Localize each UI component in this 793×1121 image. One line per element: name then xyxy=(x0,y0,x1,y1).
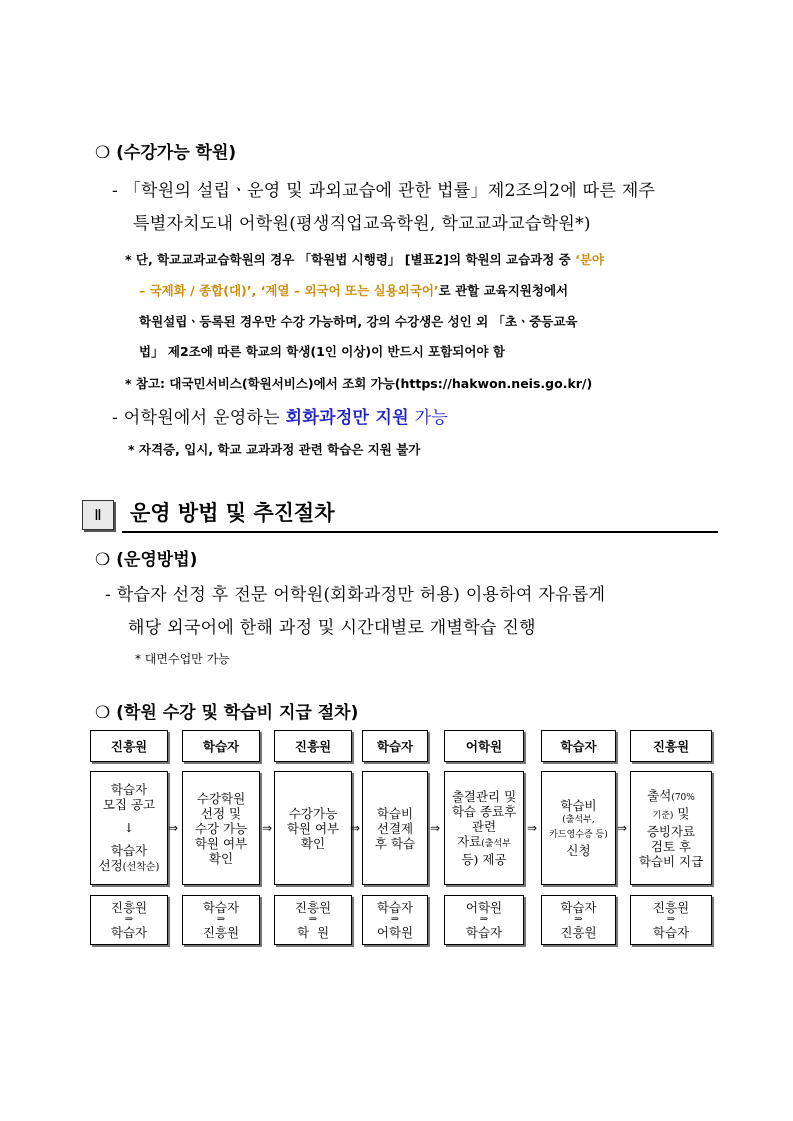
flow-arrow-4: ⇒ xyxy=(430,821,441,835)
flow-arrow-3: ⇒ xyxy=(350,821,361,835)
section1-note6: * 자격증, 입시, 학교 교과과정 관련 학습은 지원 불가 xyxy=(128,442,421,457)
flow-arrow-5: ⇒ xyxy=(527,821,538,835)
flow-arrow-1: ⇒ xyxy=(168,821,179,835)
flow-body-6: 학습비 (출석부, 카드영수증 등) 신청 xyxy=(541,771,616,885)
section1-note1: * 단, 학교교과교습학원의 경우 「학원법 시행령」 [별표2]의 학원의 교습과정 중 ‘분야 xyxy=(125,252,605,267)
flow-direction-6: 학습자 ⇒ 진흥원 xyxy=(541,895,616,945)
flow-body-1: 학습자 모집 공고 ↓ 학습자 선정(선착순) xyxy=(90,771,168,885)
section2-note: * 대면수업만 가능 xyxy=(135,652,230,666)
flow-arrow-6: ⇒ xyxy=(617,821,628,835)
section1-note5: * 참고: 대국민서비스(학원서비스)에서 조회 가능(https://hakwon.neis.go.kr/) xyxy=(125,376,593,391)
section3-heading: ❍ (학원 수강 및 학습비 지급 절차) xyxy=(95,703,359,723)
flow-direction-3: 진흥원 ⇒ 학 원 xyxy=(274,895,352,945)
flow-direction-1: 진흥원 ⇒ 학습자 xyxy=(90,895,168,945)
section1-line1: - 「학원의 설립ㆍ운영 및 과외교습에 관한 법률」제2조의2에 따른 제주 xyxy=(112,181,656,201)
flow-head-7: 진흥원 xyxy=(630,730,712,762)
flow-head-4: 학습자 xyxy=(362,730,428,762)
flow-head-3: 진흥원 xyxy=(274,730,352,762)
flow-direction-4: 학습자 ⇒ 어학원 xyxy=(362,895,428,945)
section2-line2: 해당 외국어에 한해 과정 및 시간대별로 개별학습 진행 xyxy=(128,618,536,638)
flow-body-4: 학습비 선결제 후 학습 xyxy=(362,771,428,885)
section-title: 운영 방법 및 추진절차 xyxy=(130,501,335,525)
section1-line3: - 어학원에서 운영하는 회화과정만 지원 가능 xyxy=(112,408,449,428)
flow-direction-2: 학습자 ⇒ 진흥원 xyxy=(182,895,260,945)
flow-head-2: 학습자 xyxy=(182,730,260,762)
flow-direction-5: 어학원 ⇒ 학습자 xyxy=(444,895,524,945)
flow-direction-7: 진흥원 ⇒ 학습자 xyxy=(630,895,712,945)
flow-head-1: 진흥원 xyxy=(90,730,168,762)
section-number-badge: Ⅱ xyxy=(82,500,114,530)
section1-line2: 특별자치도내 어학원(평생직업교육학원, 학교교과교습학원*) xyxy=(133,214,591,234)
section1-note4: 법」 제2조에 따른 학교의 학생(1인 이상)이 반드시 포함되어야 함 xyxy=(139,344,505,359)
section1-heading: ❍ (수강가능 학원) xyxy=(95,143,237,163)
section2-heading: ❍ (운영방법) xyxy=(95,550,198,570)
flow-head-6: 학습자 xyxy=(541,730,616,762)
section2-line1: - 학습자 선정 후 전문 어학원(회화과정만 허용) 이용하여 자유롭게 xyxy=(105,585,606,605)
section-divider xyxy=(122,531,718,533)
flow-body-2: 수강학원 선정 및 수강 가능 학원 여부 확인 xyxy=(182,771,260,885)
flow-arrow-2: ⇒ xyxy=(262,821,273,835)
flow-body-5: 출결관리 및 학습 종료후 관련 자료(출석부 등) 제공 xyxy=(444,771,524,885)
section1-note3: 학원설립ㆍ등록된 경우만 수강 가능하며, 강의 수강생은 성인 외 「초ㆍ중등교육 xyxy=(139,314,578,329)
flow-body-3: 수강가능 학원 여부 확인 xyxy=(274,771,352,885)
section1-note2: – 국제화 / 종합(대)’, ‘계열 – 외국어 또는 실용외국어’로 관할 교육지원청에서 xyxy=(139,283,569,298)
flow-body-7: 출석(70% 기준) 및 증빙자료 검토 후 학습비 지급 xyxy=(630,771,712,885)
flow-head-5: 어학원 xyxy=(444,730,524,762)
